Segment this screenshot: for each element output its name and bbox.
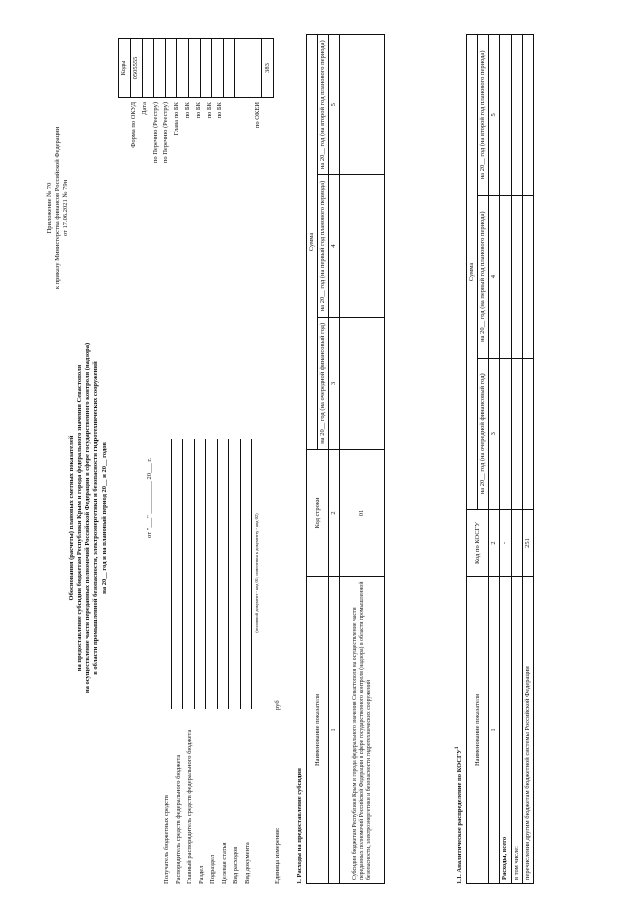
s1-header-y3: на 20__ год (на второй год планового периода)	[318, 35, 329, 176]
section1-table	[306, 34, 385, 884]
fields-block	[160, 414, 252, 884]
code-okud: 0505555	[131, 39, 143, 98]
s1-num-1: 1	[329, 577, 340, 884]
s11-num-4: 4	[489, 195, 500, 358]
field-section: Раздел	[195, 414, 207, 884]
field-main-distributor: Главный распорядитель средств федерального бюджета	[183, 414, 195, 884]
section11-title: 1.1. Аналитическое распределение по КОСГУ$^1$	[454, 746, 464, 884]
code-registry-2	[165, 39, 177, 98]
field-document-type: Вид документа	[241, 414, 253, 884]
label-registry-1: по Перечню (Реестру)	[151, 102, 159, 164]
section11-table	[466, 34, 534, 884]
document-type-note: (основной документ - код 01; изменения к документу - код 02)	[254, 513, 259, 633]
s11-row-incl-code	[511, 510, 522, 577]
s11-header-y1: на 20__ год (на очередной финансовый год)	[478, 358, 489, 509]
s1-row-y1	[340, 317, 385, 449]
unit-label: Единица измерения:	[274, 827, 281, 884]
s11-num-1: 1	[489, 577, 500, 884]
unit-value: руб	[274, 700, 281, 710]
s1-num-4: 4	[329, 175, 340, 317]
code-blank	[235, 39, 262, 98]
codes-table	[118, 38, 274, 98]
footnote-mark: 1	[454, 746, 460, 750]
s11-row-transfers-name: перечисления другим бюджетам бюджетной системы Российской Федерации	[522, 577, 533, 884]
title-line-1: Обоснования (расчеты) плановых сметных показателей	[68, 435, 75, 601]
s1-num-3: 3	[329, 317, 340, 449]
s1-num-5: 5	[329, 35, 340, 176]
title-line-5: на 20__ год и на плановый период 20__ и 20__ годов	[100, 442, 108, 594]
title-line-4: в области промышленной безопасности, электроэнергетики и безопасности гидротехнических сооружений	[92, 361, 100, 675]
field-expense-type: Вид расходов	[229, 414, 241, 884]
appendix-date: от 17.06.2021 № 79н	[62, 179, 70, 237]
s11-header-y2: на 20__ год (на первый год планового периода)	[478, 195, 489, 358]
s11-row-total-code: -	[500, 510, 511, 577]
s11-row-incl-name: в том числе:	[511, 577, 522, 884]
code-glava	[177, 39, 189, 98]
field-recipient: Получатель бюджетных средств	[160, 414, 172, 884]
s1-header-y2: на 20__ год (на первый год планового периода)	[318, 175, 329, 317]
s1-row-code: 01	[340, 450, 385, 577]
label-okud: Форма по ОКУД	[130, 102, 137, 148]
appendix-order: к приказу Министерства финансов Российской Федерации	[54, 126, 62, 290]
s11-header-sum: Сумма	[467, 35, 478, 510]
appendix-block	[46, 93, 70, 323]
title-line-2: на предоставление субсидии бюджетам Республики Крым и города федерального значения Севастополя	[76, 364, 84, 672]
code-bk-1	[188, 39, 200, 98]
label-date: Дата	[140, 102, 148, 115]
s1-header-y1: на 20__ год (на очередной финансовый год)	[318, 317, 329, 449]
s1-num-2: 2	[329, 450, 340, 577]
s11-num-5: 5	[489, 35, 500, 196]
label-bk-2: по БК	[194, 102, 202, 119]
field-subsection: Подраздел	[206, 414, 218, 884]
unit-row	[274, 684, 282, 884]
label-bk-1: по БК	[183, 102, 191, 119]
label-glava: Глава по БК	[173, 102, 181, 136]
s1-row-y3	[340, 35, 385, 176]
s1-header-code: Код строки	[307, 450, 329, 577]
section1-title: 1. Расходы на предоставление субсидии	[296, 768, 303, 884]
label-bk-3: по БК	[205, 102, 213, 119]
codes-labels	[130, 102, 265, 228]
s11-header-name: Наименование показателя	[467, 577, 489, 884]
code-bk-2	[200, 39, 212, 98]
title-line-3: на осуществление части переданных полномочий Российской Федерации в сфере государственного контроля (надзора)	[84, 342, 92, 694]
appendix-number: Приложение № 70	[46, 182, 53, 234]
code-bk-4	[223, 39, 235, 98]
s11-row-total-name: Расходы, всего	[500, 577, 511, 884]
date-line: от "___" __________ 20___ г.	[146, 458, 153, 538]
s11-row-transfers-code: 251	[522, 510, 533, 577]
s11-header-code: Код по КОСГУ	[467, 510, 489, 577]
field-distributor: Распорядитель средств федерального бюджета	[172, 414, 184, 884]
s1-header-sum: Сумма	[307, 35, 318, 450]
codes-header: Коды	[119, 39, 131, 98]
s1-row-name: Субсидии бюджетам Республики Крым и города федерального значения Севастополя на осуществление части переданных полномочий Российской Федерации в сфере государственного контроля (надзора) в области промышленной безопасности, электроэнергетики и безопасности гидротехнических сооружений	[340, 577, 385, 884]
s11-num-3: 3	[489, 358, 500, 509]
s11-num-2: 2	[489, 510, 500, 577]
s1-row-y2	[340, 175, 385, 317]
code-registry-1	[154, 39, 166, 98]
code-date	[142, 39, 154, 98]
document-title	[68, 258, 109, 778]
label-bk-4: по БК	[216, 102, 224, 119]
code-okei: 383	[262, 39, 274, 98]
code-bk-3	[212, 39, 224, 98]
label-okei: по ОКЕИ	[254, 102, 262, 129]
s11-header-y3: на 20__ год (на второй год планового периода)	[478, 35, 489, 196]
label-registry-2: по Перечню (Реестру)	[162, 102, 170, 164]
rotated-document	[34, 8, 594, 888]
field-target-article: Целевая статья	[218, 414, 230, 884]
s1-header-name: Наименование показателя	[307, 577, 329, 884]
